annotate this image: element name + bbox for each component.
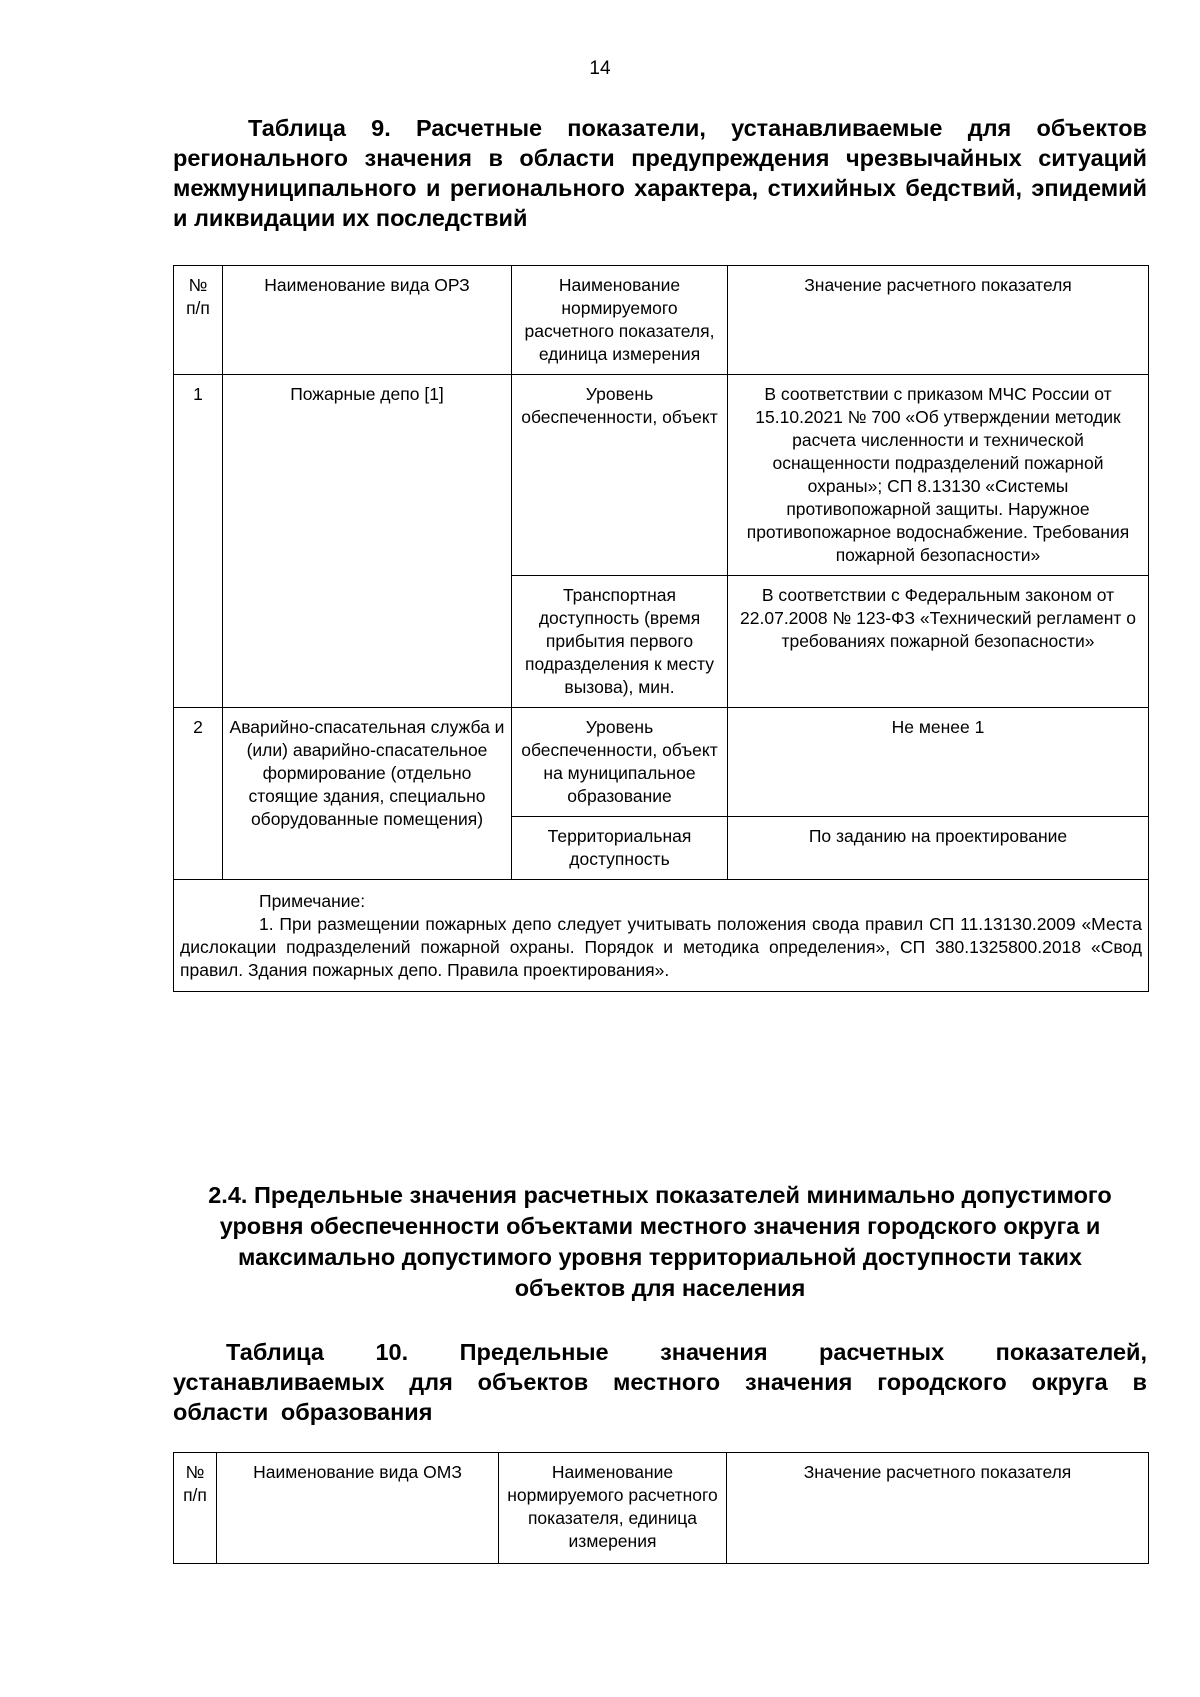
table9-header-row xyxy=(174,266,1149,375)
header-num: № п/п xyxy=(174,266,223,375)
note-label: Примечание: xyxy=(259,891,366,911)
page-number: 14 xyxy=(589,58,611,79)
row-value: В соответствии с Федеральным законом от 22.07.2008 № 123-ФЗ «Технический регламент о требованиях пожарной безопасности» xyxy=(728,576,1149,708)
header-kind: Наименование вида ОМЗ xyxy=(217,1453,499,1564)
table9 xyxy=(173,265,1149,992)
table10-header-row xyxy=(174,1453,1149,1564)
table10 xyxy=(173,1452,1149,1564)
table9-note xyxy=(174,880,1149,992)
section-heading: 2.4. Предельные значения расчетных показателей минимально допустимого уровня обеспеченности объектами местного значения городского округа и максимально допустимого уровня территориальной доступности таких объектов для населения xyxy=(208,1182,1112,1301)
header-indicator: Наименование нормируемого расчетного показателя, единица измерения xyxy=(512,266,728,375)
note-text: 1. При размещении пожарных депо следует учитывать положения свода правил СП 11.13130.2009 «Места дислокации подразделений пожарной охраны. Порядок и методика определения», СП 380.1325800.2018 «Свод правил. Здания пожарных депо. Правила проектирования». xyxy=(180,914,1142,980)
row-value: В соответствии с приказом МЧС России от 15.10.2021 № 700 «Об утверждении методик расчета численности и технической оснащенности подразделений пожарной охраны»; СП 8.13130 «Системы противопожарной защиты. Наружное противопожарное водоснабжение. Требования пожарной безопасности» xyxy=(728,375,1149,576)
row-indicator: Уровень обеспеченности, объект xyxy=(512,375,728,576)
header-value: Значение расчетного показателя xyxy=(727,1453,1149,1564)
row-kind: Пожарные депо [1] xyxy=(223,375,512,708)
row-num: 2 xyxy=(174,708,223,880)
table-row xyxy=(174,708,1149,817)
row-indicator: Территориальная доступность xyxy=(512,817,728,880)
header-kind: Наименование вида ОРЗ xyxy=(223,266,512,375)
table-row xyxy=(174,375,1149,576)
row-num: 1 xyxy=(174,375,223,708)
header-indicator: Наименование нормируемого расчетного показателя, единица измерения xyxy=(499,1453,727,1564)
header-value: Значение расчетного показателя xyxy=(728,266,1149,375)
table10-caption: Таблица 10. Предельные значения расчетных показателей, устанавливаемых для объектов местного значения городского округа в области образования xyxy=(173,1339,1147,1425)
table9-note-row xyxy=(174,880,1149,992)
row-value: По заданию на проектирование xyxy=(728,817,1149,880)
table9-caption: Таблица 9. Расчетные показатели, устанавливаемые для объектов регионального значения в области предупреждения чрезвычайных ситуаций межмуниципального и регионального характера, стихийных бедствий, эпидемий и ликвидации их последствий xyxy=(173,115,1147,231)
row-indicator: Уровень обеспеченности, объект на муниципальное образование xyxy=(512,708,728,817)
row-value: Не менее 1 xyxy=(728,708,1149,817)
header-num: № п/п xyxy=(174,1453,217,1564)
row-kind: Аварийно-спасательная служба и (или) аварийно-спасательное формирование (отдельно стоящие здания, специально оборудованные помещения) xyxy=(223,708,512,880)
row-indicator: Транспортная доступность (время прибытия первого подразделения к месту вызова), мин. xyxy=(512,576,728,708)
